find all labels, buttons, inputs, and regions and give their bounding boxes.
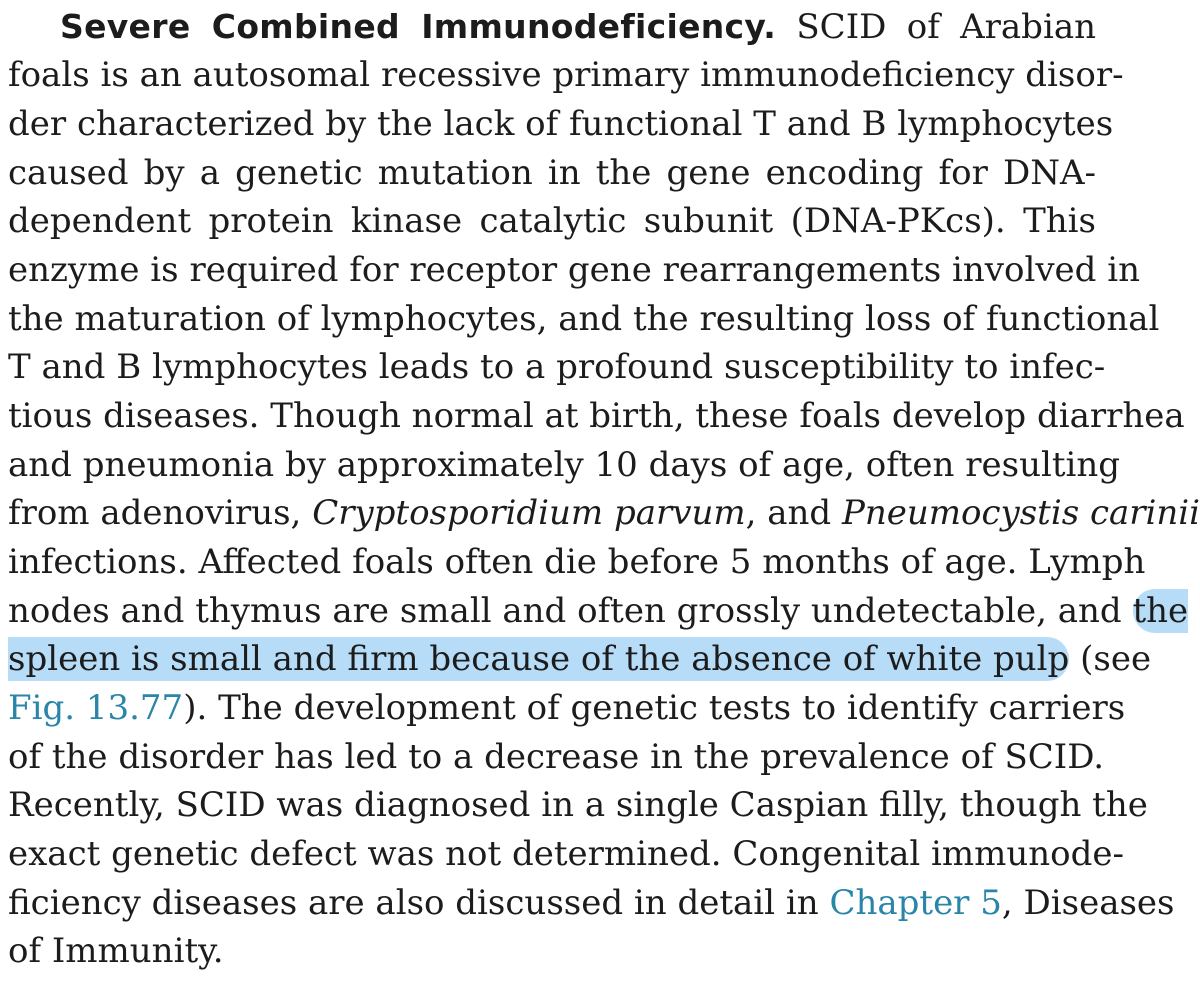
text-segment: (see (1069, 639, 1152, 679)
text-line-16: of the disorder has led to a decrease in the prevalence of SCID. (8, 737, 1105, 777)
text-line-4: caused by a genetic mutation in the gene encoding for DNA- (8, 153, 1096, 193)
text-line-19 (8, 879, 1175, 927)
species-name-italic: Pneumocystis carinii (841, 493, 1200, 533)
figure-link[interactable]: Fig. 13.77 (8, 688, 184, 728)
text-line-15 (8, 684, 1126, 732)
text-segment: , Diseases (1001, 883, 1175, 923)
text-segment: , and (745, 493, 842, 533)
text-line-3: der characterized by the lack of functional T and B lymphocytes (8, 104, 1114, 144)
text-segment: SCID of Arabian (796, 7, 1096, 47)
text-line-13 (8, 587, 1189, 635)
section-heading: Severe Combined Immunodeficiency. (60, 7, 777, 46)
text-segment: ). The development of genetic tests to identify carriers (183, 688, 1126, 728)
text-line-14 (8, 635, 1152, 683)
text-line-17: Recently, SCID was diagnosed in a single Caspian filly, though the (8, 785, 1148, 825)
text-line-5: dependent protein kinase catalytic subunit (DNA-PKcs). This (8, 201, 1096, 241)
text-line-2: foals is an autosomal recessive primary immunodeficiency disor- (8, 55, 1124, 95)
text-segment: from adenovirus, (8, 493, 313, 533)
highlighted-text[interactable]: the (1132, 591, 1189, 631)
text-line-8: T and B lymphocytes leads to a profound susceptibility to infec- (8, 347, 1106, 387)
species-name-italic: Cryptosporidium parvum (312, 493, 746, 533)
text-segment: ficiency diseases are also discussed in detail in (8, 883, 830, 923)
text-line-7: the maturation of lymphocytes, and the resulting loss of functional (8, 299, 1160, 339)
text-line-12: infections. Affected foals often die before 5 months of age. Lymph (8, 542, 1146, 582)
text-line-1 (60, 3, 1096, 51)
text-line-11 (8, 489, 1200, 537)
highlighted-text[interactable]: spleen is small and firm because of the absence of white pulp (8, 639, 1070, 679)
text-line-20: of Immunity. (8, 931, 224, 971)
text-segment: nodes and thymus are small and often grossly undetectable, and (8, 591, 1133, 631)
text-line-18: exact genetic defect was not determined. Congenital immunode- (8, 834, 1125, 874)
chapter-link[interactable]: Chapter 5 (829, 883, 1002, 923)
text-line-9: tious diseases. Though normal at birth, these foals develop diarrhea (8, 396, 1185, 436)
text-line-6: enzyme is required for receptor gene rearrangements involved in (8, 250, 1140, 290)
text-line-10: and pneumonia by approximately 10 days of age, often resulting (8, 445, 1121, 485)
